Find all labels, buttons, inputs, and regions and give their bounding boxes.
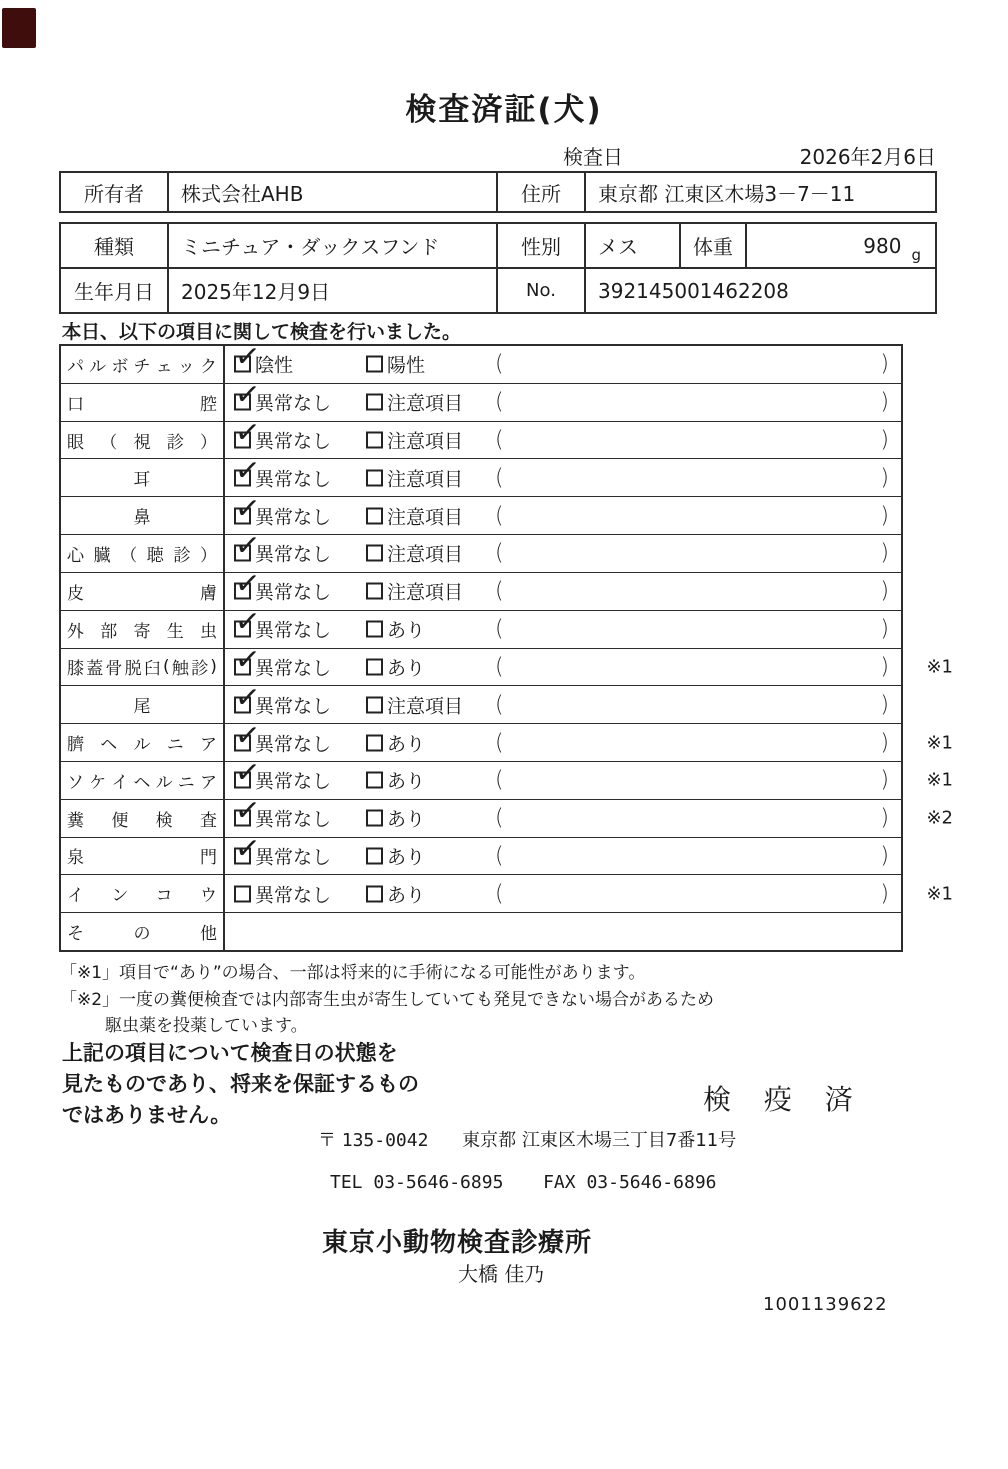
owner-value: 株式会社AHB [167, 173, 496, 211]
exam-option [233, 603, 332, 643]
exam-option-label: 異常なし [255, 846, 332, 869]
exam-row-options [225, 565, 901, 610]
clinic-postal-line [318, 1126, 736, 1152]
checkbox-unchecked [366, 621, 383, 638]
exam-row-options [225, 603, 901, 648]
exam-row-options [225, 452, 901, 496]
exam-option [233, 565, 332, 605]
exam-row [61, 830, 901, 875]
exam-item-label: 外 部 寄 生 虫 [61, 611, 225, 648]
weight-value: 980 [863, 233, 902, 258]
note-paren-open: ( [495, 881, 504, 907]
exam-item-label: 臍 ヘ ル ニ ア [61, 724, 225, 761]
checkbox-unchecked [366, 885, 383, 902]
check-icon: ✓ [233, 830, 262, 868]
note-paren-open: ( [495, 843, 504, 869]
breed-value: ミニチュア・ダックスフンド [167, 224, 496, 267]
exam-option [233, 376, 332, 416]
exam-row [61, 338, 901, 383]
exam-option-label: 陰性 [255, 354, 294, 377]
exam-statement: 本日、以下の項目に関して検査を行いました。 [62, 321, 462, 343]
note-paren-open: ( [495, 503, 504, 529]
footnote-1: 「※1」項目で“あり”の場合、一部は将来的に手術になる可能性があります。 [60, 963, 646, 983]
checkbox-unchecked [366, 507, 383, 524]
exam-option [234, 880, 331, 907]
checkbox-checked [233, 452, 262, 490]
exam-row [61, 452, 901, 496]
exam-row [61, 527, 901, 572]
postal-code: 135-0042 [341, 1130, 429, 1151]
check-icon: ✓ [233, 603, 262, 641]
checkbox-checked [233, 414, 262, 452]
exam-option-label: 異常なし [255, 695, 332, 718]
exam-item-label: 心 臓 （ 聴 診 ） [61, 535, 225, 572]
exam-option-label: 異常なし [255, 468, 332, 491]
owner-label: 所有者 [84, 181, 144, 206]
birth-row [61, 267, 935, 312]
tel-value: 03-5646-6895 [373, 1172, 504, 1193]
weight-unit: g [911, 246, 921, 264]
exam-option [366, 691, 463, 718]
exam-option [366, 502, 463, 529]
clinic-telfax-line [330, 1172, 717, 1193]
birth-label: 生年月日 [74, 280, 154, 304]
note-paren-open: ( [495, 540, 504, 566]
exam-item-label: パ ル ボ チ ェ ッ ク [61, 346, 225, 383]
exam-row [61, 641, 953, 686]
note-paren-close: ) [880, 692, 889, 718]
exam-item-label: 泉 門 [61, 838, 225, 875]
no-label: No. [496, 269, 584, 312]
scan-artifact-mark [2, 8, 36, 48]
exam-row [61, 376, 901, 421]
note-paren-open: ( [495, 654, 504, 680]
clinic-address: 東京都 江東区木場三丁目7番11号 [462, 1130, 737, 1151]
exam-row [61, 912, 901, 950]
exam-item-label: 口 腔 [61, 384, 225, 421]
exam-item-label: 膝 蓋 骨 脱 臼 ( 触 診 ) [61, 649, 225, 686]
checkbox-unchecked [366, 810, 383, 827]
exam-item-label: イ ン コ ウ [61, 875, 225, 912]
check-icon: ✓ [233, 641, 262, 679]
footnote-ref: ※1 [926, 656, 953, 678]
weight-cell [745, 224, 935, 267]
checkbox-unchecked [366, 734, 383, 751]
exam-option-label: 注意項目 [387, 468, 464, 491]
exam-date-value: 2026年2月6日 [799, 145, 936, 169]
exam-option [366, 427, 463, 454]
exam-row-options [225, 716, 901, 761]
owner-table [59, 171, 937, 213]
note-paren-close: ) [880, 578, 889, 604]
examiner-name: 大橋 佳乃 [458, 1262, 545, 1286]
checkbox-unchecked [234, 885, 251, 902]
exam-option [233, 830, 332, 869]
disclaimer-text [62, 1038, 419, 1131]
exam-item-label: 尾 [61, 686, 225, 723]
note-paren-open: ( [495, 730, 504, 756]
exam-option-label: あり [387, 657, 426, 680]
exam-row [61, 603, 901, 648]
check-icon: ✓ [233, 792, 262, 830]
checkbox-unchecked [366, 772, 383, 789]
note-paren-close: ) [880, 465, 889, 491]
note-paren-close: ) [880, 843, 889, 869]
checkbox-checked [233, 565, 262, 604]
exam-row-options [225, 754, 901, 799]
checkbox-unchecked [366, 469, 383, 486]
exam-item-label: 糞 便 検 査 [61, 800, 225, 837]
exam-option-label: 異常なし [255, 506, 332, 529]
exam-option-label: 異常なし [255, 581, 332, 604]
exam-option [366, 805, 425, 832]
exam-option [366, 578, 463, 605]
exam-option-label: 陽性 [387, 354, 426, 377]
exam-option [366, 464, 463, 491]
fax-value: 03-5646-6896 [586, 1172, 717, 1193]
exam-item-label: 耳 [61, 459, 225, 496]
exam-row-options [225, 527, 901, 572]
check-icon: ✓ [233, 679, 262, 717]
note-paren-open: ( [495, 805, 504, 831]
exam-option-label: 注意項目 [387, 695, 464, 718]
checkbox-checked [233, 792, 262, 830]
checkbox-unchecked [366, 356, 383, 373]
check-icon: ✓ [233, 716, 262, 755]
exam-option-label: あり [387, 770, 426, 793]
note-paren-close: ) [880, 881, 889, 907]
serial-number: 1001139622 [763, 1294, 888, 1315]
fax-label: FAX [543, 1172, 576, 1193]
exam-row [61, 565, 901, 610]
exam-option-label: 異常なし [255, 770, 332, 793]
quarantine-stamp-text: 検 疫 済 [703, 1083, 865, 1116]
exam-option [233, 679, 332, 718]
checkbox-checked [233, 338, 262, 377]
exam-option [233, 489, 332, 529]
address-label: 住所 [496, 173, 584, 211]
checkbox-unchecked [366, 432, 383, 449]
check-icon: ✓ [233, 414, 262, 452]
exam-option-label: あり [387, 808, 426, 831]
check-icon: ✓ [233, 452, 262, 490]
note-paren-open: ( [495, 351, 504, 377]
exam-row [61, 716, 953, 761]
exam-item-label: 鼻 [61, 497, 225, 534]
note-paren-close: ) [880, 767, 889, 793]
exam-option-label: 注意項目 [387, 543, 464, 566]
exam-row-options [225, 792, 901, 837]
checkbox-checked [233, 603, 262, 641]
exam-option-label: あり [387, 733, 426, 756]
note-paren-close: ) [880, 503, 889, 529]
birth-value: 2025年12月9日 [167, 269, 496, 312]
exam-option [233, 338, 294, 378]
note-paren-close: ) [880, 427, 889, 453]
exam-option [366, 842, 425, 869]
note-paren-open: ( [495, 427, 504, 453]
checkbox-checked [233, 754, 262, 793]
disclaimer-line1: 上記の項目について検査日の状態を [62, 1041, 398, 1065]
checkbox-checked [233, 641, 262, 679]
exam-table [59, 338, 953, 952]
exam-row [61, 874, 953, 912]
exam-row [61, 754, 953, 799]
check-icon: ✓ [233, 489, 262, 528]
exam-option-label: 注意項目 [387, 581, 464, 604]
exam-option-label: 注意項目 [387, 506, 464, 529]
note-paren-open: ( [495, 465, 504, 491]
exam-row [61, 489, 901, 534]
check-icon: ✓ [233, 754, 262, 793]
sex-label: 性別 [496, 224, 584, 267]
exam-row-options [225, 414, 901, 459]
exam-row [61, 414, 901, 459]
exam-option-label: 異常なし [255, 733, 332, 756]
footnote-ref: ※1 [926, 732, 953, 754]
note-paren-close: ) [880, 540, 889, 566]
exam-item-label: 皮 膚 [61, 573, 225, 610]
exam-option-label: 異常なし [255, 392, 332, 415]
exam-option [366, 729, 425, 756]
check-icon: ✓ [233, 527, 262, 566]
exam-option [366, 653, 425, 680]
exam-option-label: 異常なし [255, 657, 332, 680]
check-icon: ✓ [233, 376, 262, 414]
footnote-2-line2: 駆虫薬を投薬しています。 [105, 1016, 308, 1036]
note-paren-open: ( [495, 692, 504, 718]
weight-label: 体重 [679, 224, 745, 267]
postal-mark-icon: 〒 [318, 1130, 336, 1151]
checkbox-unchecked [366, 545, 383, 562]
note-paren-close: ) [880, 389, 889, 415]
note-paren-close: ) [880, 805, 889, 831]
footnote-2-line1: 「※2」一度の糞便検査では内部寄生虫が寄生していても発見できない場合があるため [60, 990, 715, 1010]
note-paren-open: ( [495, 616, 504, 642]
note-paren-close: ) [880, 351, 889, 377]
breed-row [61, 224, 935, 267]
footnote-ref: ※1 [926, 769, 953, 791]
exam-row-options [225, 679, 901, 723]
exam-option [233, 716, 332, 756]
animal-table [59, 222, 937, 314]
exam-row-options [225, 376, 901, 421]
exam-option [366, 540, 463, 567]
exam-option [366, 767, 425, 794]
checkbox-unchecked [366, 583, 383, 600]
checkbox-unchecked [366, 658, 383, 675]
exam-row-options [225, 641, 901, 686]
exam-date-label: 検査日 [563, 145, 623, 169]
exam-item-label: ソ ケ イ ヘ ル ニ ア [61, 762, 225, 799]
exam-option-label: 異常なし [255, 808, 332, 831]
footnote-ref: ※2 [926, 807, 953, 829]
exam-item-label: 眼 （ 視 診 ） [61, 422, 225, 459]
owner-row [61, 173, 935, 211]
exam-row-options [225, 830, 901, 875]
exam-option [366, 880, 425, 907]
checkbox-checked [233, 716, 262, 755]
exam-option [366, 389, 463, 416]
exam-row-options [225, 338, 901, 383]
breed-label: 種類 [94, 235, 134, 259]
exam-option-label: 注意項目 [387, 392, 464, 415]
exam-option [233, 452, 332, 491]
exam-option-label: あり [387, 619, 426, 642]
exam-option-label: 異常なし [255, 543, 332, 566]
clinic-name: 東京小動物検査診療所 [322, 1228, 593, 1258]
check-icon: ✓ [233, 565, 262, 604]
checkbox-unchecked [366, 394, 383, 411]
disclaimer-line3: ではありません。 [62, 1103, 232, 1127]
no-value: 392145001462208 [584, 269, 935, 312]
checkbox-checked [233, 830, 262, 868]
checkbox-checked [233, 679, 262, 717]
exam-row-options [225, 913, 901, 950]
exam-option-label: あり [387, 846, 426, 869]
disclaimer-line2: 見たものであり、将来を保証するもの [62, 1072, 419, 1096]
exam-row-options [225, 875, 901, 912]
exam-option-label: 異常なし [255, 884, 332, 907]
exam-row [61, 792, 953, 837]
exam-option-label: あり [387, 884, 426, 907]
exam-item-label: そ の 他 [61, 913, 225, 950]
exam-option [233, 414, 332, 454]
checkbox-unchecked [366, 847, 383, 864]
sex-value: メス [584, 224, 679, 267]
page-title: 検査済証(犬) [405, 92, 603, 128]
exam-option-label: 異常なし [255, 619, 332, 642]
exam-option [366, 616, 425, 643]
address-value: 東京都 江東区木場3－7－11 [584, 173, 935, 211]
note-paren-open: ( [495, 578, 504, 604]
exam-option-label: 注意項目 [387, 430, 464, 453]
note-paren-close: ) [880, 730, 889, 756]
checkbox-checked [233, 489, 262, 528]
exam-option [233, 792, 332, 832]
exam-option [233, 527, 332, 567]
note-paren-close: ) [880, 616, 889, 642]
note-paren-open: ( [495, 389, 504, 415]
checkbox-unchecked [366, 696, 383, 713]
exam-row [61, 679, 901, 723]
exam-option [366, 351, 425, 378]
note-paren-open: ( [495, 767, 504, 793]
check-icon: ✓ [233, 338, 262, 377]
checkbox-checked [233, 376, 262, 414]
footnote-ref: ※1 [926, 883, 953, 905]
exam-option [233, 641, 332, 680]
checkbox-checked [233, 527, 262, 566]
tel-label: TEL [330, 1172, 363, 1193]
exam-option-label: 異常なし [255, 430, 332, 453]
exam-option [233, 754, 332, 794]
exam-row-options [225, 489, 901, 534]
note-paren-close: ) [880, 654, 889, 680]
